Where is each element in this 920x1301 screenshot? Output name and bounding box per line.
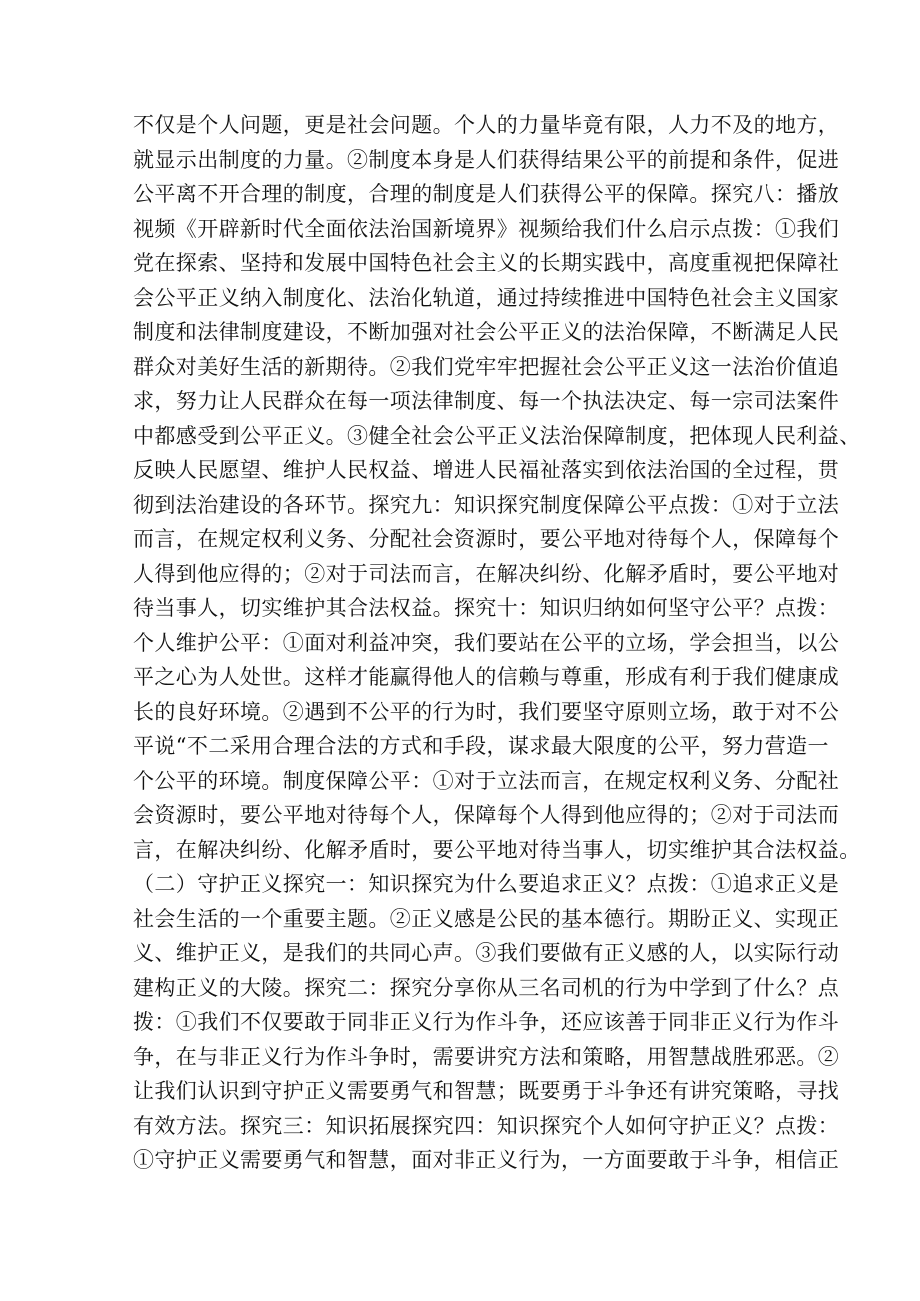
text-line: 社会生活的一个重要主题。②正义感是公民的基本德行。期盼正义、实现正 bbox=[133, 906, 840, 931]
text-line: 平之心为人处世。这样才能赢得他人的信赖与尊重，形成有利于我们健康成 bbox=[133, 665, 840, 689]
text-line: 不仅是个人问题，更是社会问题。个人的力量毕竟有限，人力不及的地方， bbox=[133, 113, 840, 137]
text-line: 人得到他应得的；②对于司法而言，在解决纠纷、化解矛盾时，要公平地对 bbox=[133, 561, 840, 586]
text-line: 中都感受到公平正义。③健全社会公平正义法治保障制度，把体现人民利益、 bbox=[133, 423, 861, 448]
text-line: 群众对美好生活的新期待。②我们党牢牢把握社会公平正义这一法治价值追 bbox=[133, 354, 840, 379]
text-line: 彻到法治建设的各环节。探究九：知识探究制度保障公平点拨：①对于立法 bbox=[133, 492, 840, 517]
body-text bbox=[133, 108, 861, 1178]
text-line: 求，努力让人民群众在每一项法律制度、每一个执法决定、每一宗司法案件 bbox=[133, 389, 840, 413]
text-line: 让我们认识到守护正义需要勇气和智慧；既要勇于斗争还有讲究策略，寻找 bbox=[133, 1079, 840, 1103]
text-line: 党在探索、坚持和发展中国特色社会主义的长期实践中，高度重视把保障社 bbox=[133, 251, 840, 275]
text-line: 个人维护公平：①面对利益冲突，我们要站在公平的立场，学会担当，以公 bbox=[133, 630, 840, 655]
text-line: （二）守护正义探究一：知识探究为什么要追求正义？点拨：①追求正义是 bbox=[133, 872, 840, 896]
text-line: 义、维护正义，是我们的共同心声。③我们要做有正义感的人，以实际行动 bbox=[133, 941, 840, 965]
text-line: ①守护正义需要勇气和智慧，面对非正义行为，一方面要敢于斗争，相信正 bbox=[133, 1148, 840, 1172]
text-line: 而言，在规定权利义务、分配社会资源时，要公平地对待每个人，保障每个 bbox=[133, 527, 840, 551]
text-line: 会资源时，要公平地对待每个人，保障每个人得到他应得的；②对于司法而 bbox=[133, 803, 840, 827]
text-line: 争，在与非正义行为作斗争时，需要讲究方法和策略，用智慧战胜邪恶。② bbox=[133, 1044, 840, 1069]
text-line: 公平离不开合理的制度，合理的制度是人们获得公平的保障。探究八：播放 bbox=[133, 182, 840, 206]
text-line: 就显示出制度的力量。②制度本身是人们获得结果公平的前提和条件，促进 bbox=[133, 147, 840, 172]
text-line: 建构正义的大陵。探究二：探究分享你从三名司机的行为中学到了什么？点 bbox=[133, 975, 840, 1000]
text-line: 有效方法。探究三：知识拓展探究四：知识探究个人如何守护正义？点拨： bbox=[133, 1113, 840, 1138]
text-line: 平说“不二采用合理合法的方式和手段，谋求最大限度的公平，努力营造一 bbox=[133, 734, 829, 758]
text-line: 个公平的环境。制度保障公平：①对于立法而言，在规定权利义务、分配社 bbox=[133, 768, 840, 793]
text-line: 反映人民愿望、维护人民权益、增进人民福祉落实到依法治国的全过程，贯 bbox=[133, 458, 840, 482]
text-line: 言，在解决纠纷、化解矛盾时，要公平地对待当事人，切实维护其合法权益。 bbox=[133, 837, 861, 862]
text-line: 长的良好环境。②遇到不公平的行为时，我们要坚守原则立场，敢于对不公 bbox=[133, 699, 840, 724]
text-line: 待当事人，切实维护其合法权益。探究十：知识归纳如何坚守公平？点拨： bbox=[133, 596, 840, 620]
text-line: 制度和法律制度建设，不断加强对社会公平正义的法治保障，不断满足人民 bbox=[133, 320, 840, 344]
text-line: 视频《开辟新时代全面依法治国新境界》视频给我们什么启示点拨：①我们 bbox=[133, 216, 840, 241]
text-line: 拨：①我们不仅要敢于同非正义行为作斗争，还应该善于同非正义行为作斗 bbox=[133, 1010, 840, 1034]
text-line: 会公平正义纳入制度化、法治化轨道，通过持续推进中国特色社会主义国家 bbox=[133, 285, 840, 310]
